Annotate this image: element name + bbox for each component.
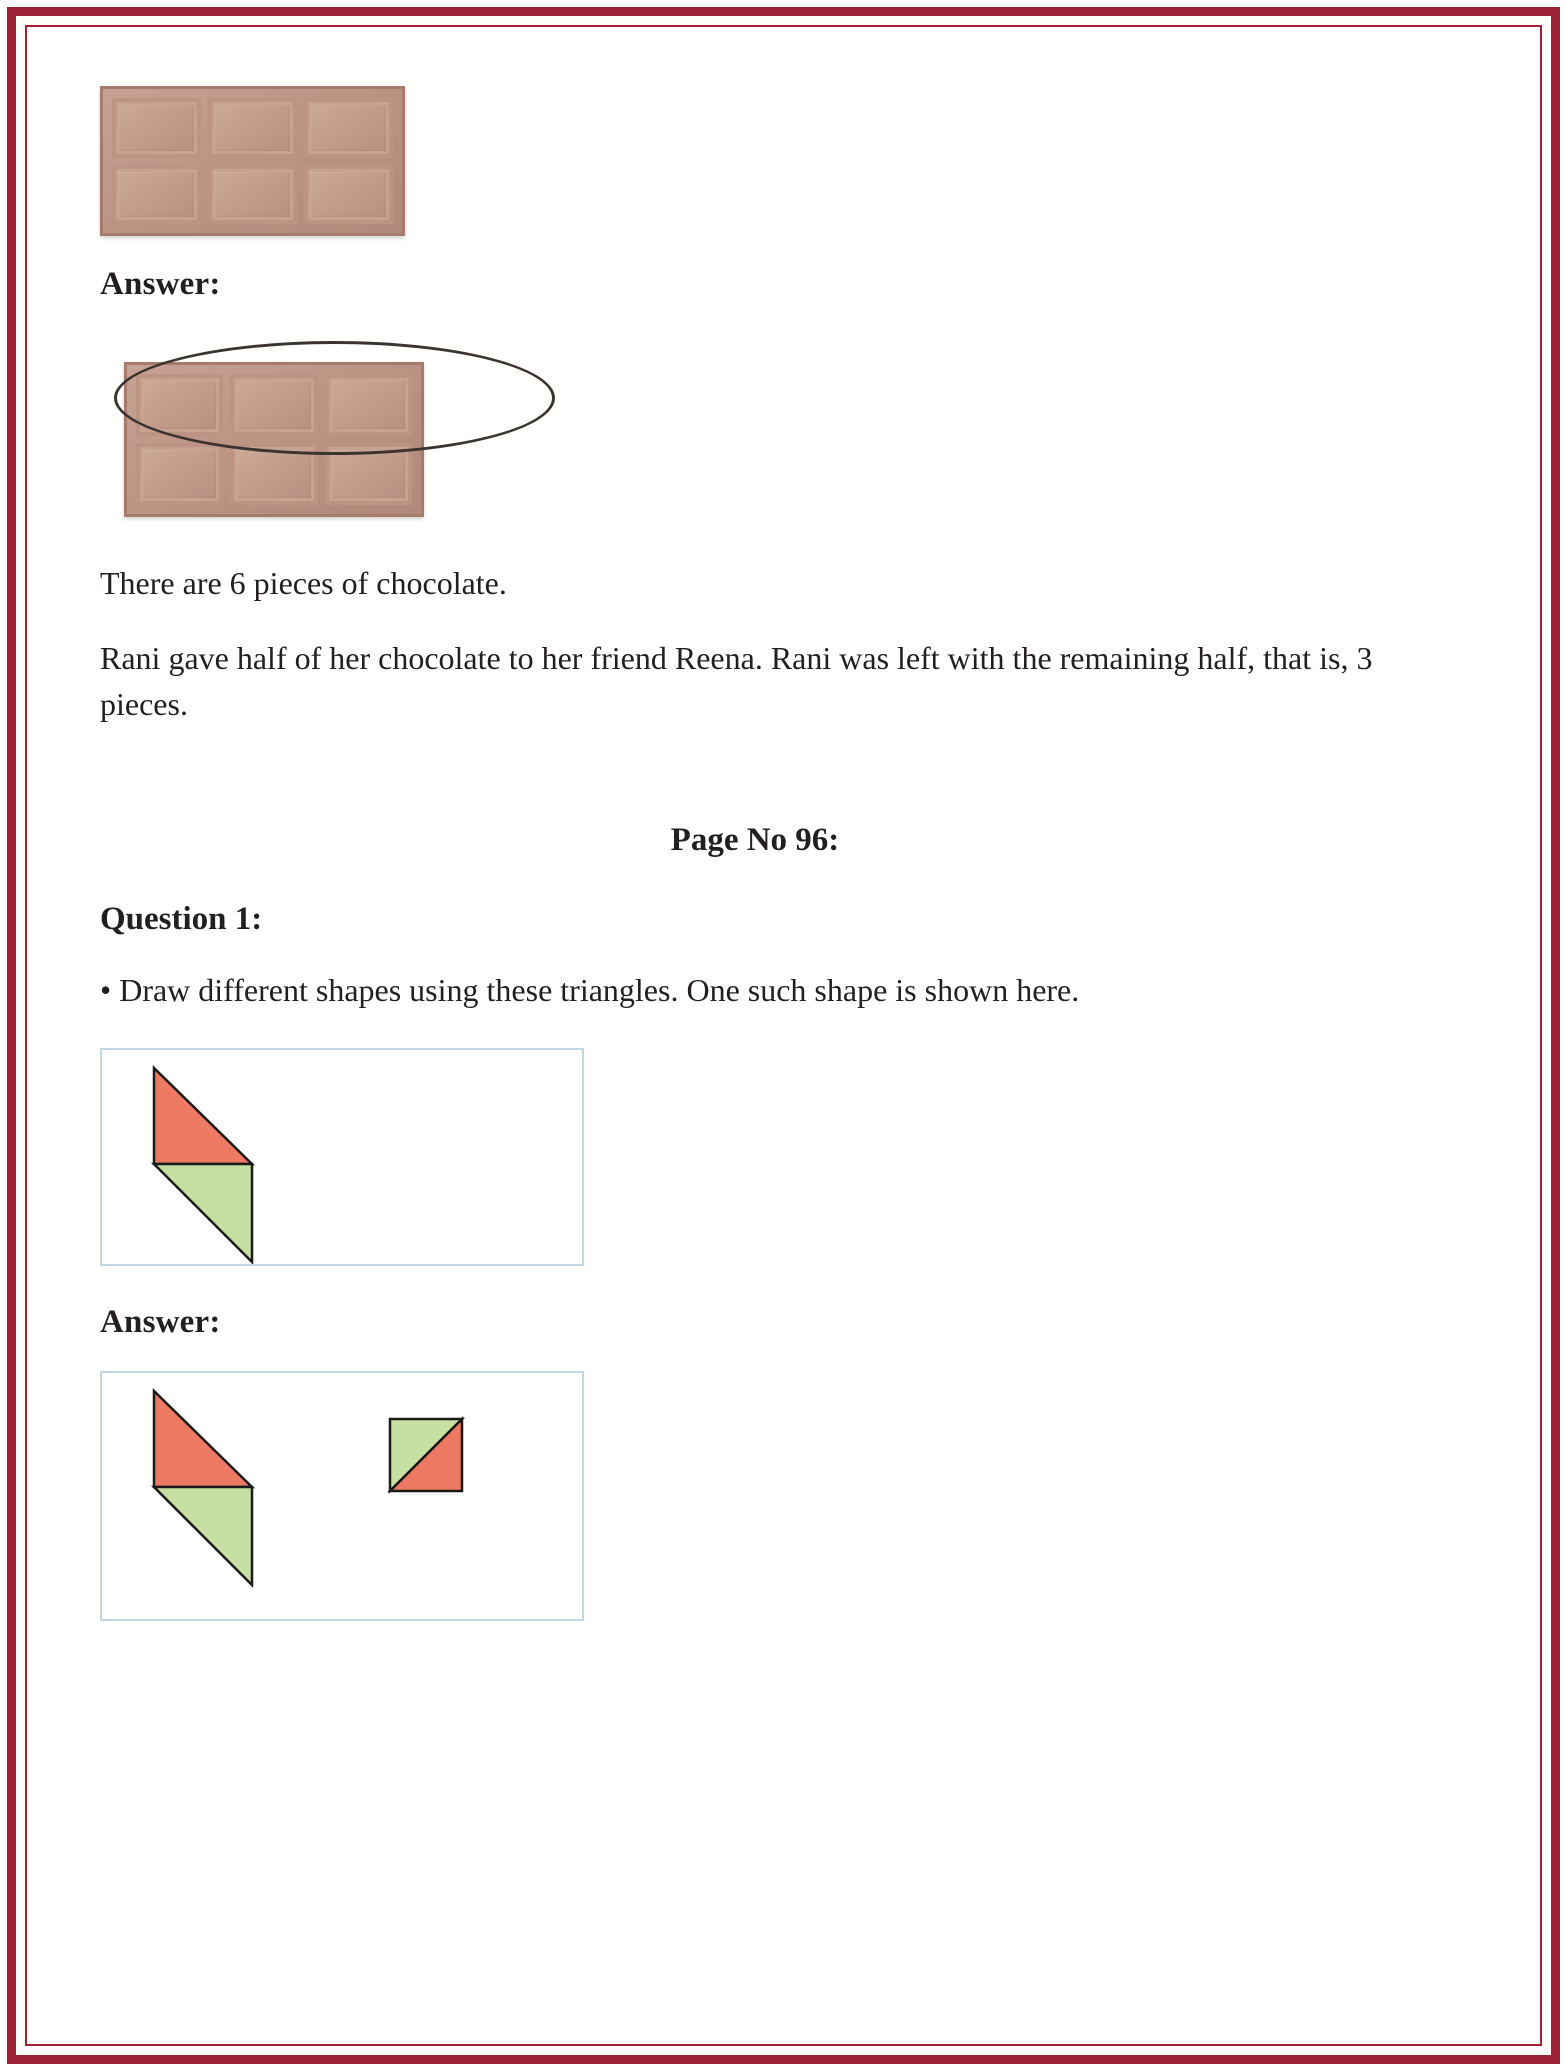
chocolate-piece — [230, 443, 317, 505]
chocolate-piece — [230, 374, 317, 436]
question-heading: Question 1: — [100, 901, 263, 938]
triangle-shape-answer-box — [100, 1371, 584, 1621]
answer-label: Answer: — [100, 266, 221, 302]
statement-half-given: Rani gave half of her chocolate to her friend Reena. Rani was left with the remaining half, that is, 3 pieces. — [100, 640, 1373, 722]
triangle-shape-answer-svg — [102, 1373, 582, 1619]
triangle-shape-example-box — [100, 1048, 584, 1266]
chocolate-bar-answer-figure — [100, 345, 1410, 515]
chocolate-piece — [208, 98, 297, 158]
statement-pieces-count: There are 6 pieces of chocolate. — [100, 565, 507, 601]
question-text: • Draw different shapes using these triangles. One such shape is shown here. — [100, 972, 1080, 1009]
page-border-frame — [7, 7, 1560, 2064]
chocolate-piece — [304, 165, 393, 225]
chocolate-piece — [112, 165, 201, 225]
chocolate-piece — [136, 443, 223, 505]
green-triangle — [154, 1487, 252, 1585]
answer-label: Answer: — [100, 1303, 221, 1340]
page-number-heading: Page No 96: — [670, 822, 840, 859]
red-triangle — [154, 1391, 252, 1487]
chocolate-bar — [100, 86, 405, 236]
chocolate-piece — [325, 443, 412, 505]
chocolate-piece — [112, 98, 201, 158]
chocolate-piece — [136, 374, 223, 436]
triangle-shape-example-svg — [102, 1050, 582, 1264]
chocolate-bar-half — [124, 362, 424, 517]
page-content — [100, 86, 1410, 1621]
chocolate-piece — [304, 98, 393, 158]
red-triangle — [154, 1068, 252, 1164]
chocolate-piece — [208, 165, 297, 225]
chocolate-bar-question-figure — [100, 86, 1410, 236]
green-triangle — [154, 1164, 252, 1262]
chocolate-piece — [325, 374, 412, 436]
